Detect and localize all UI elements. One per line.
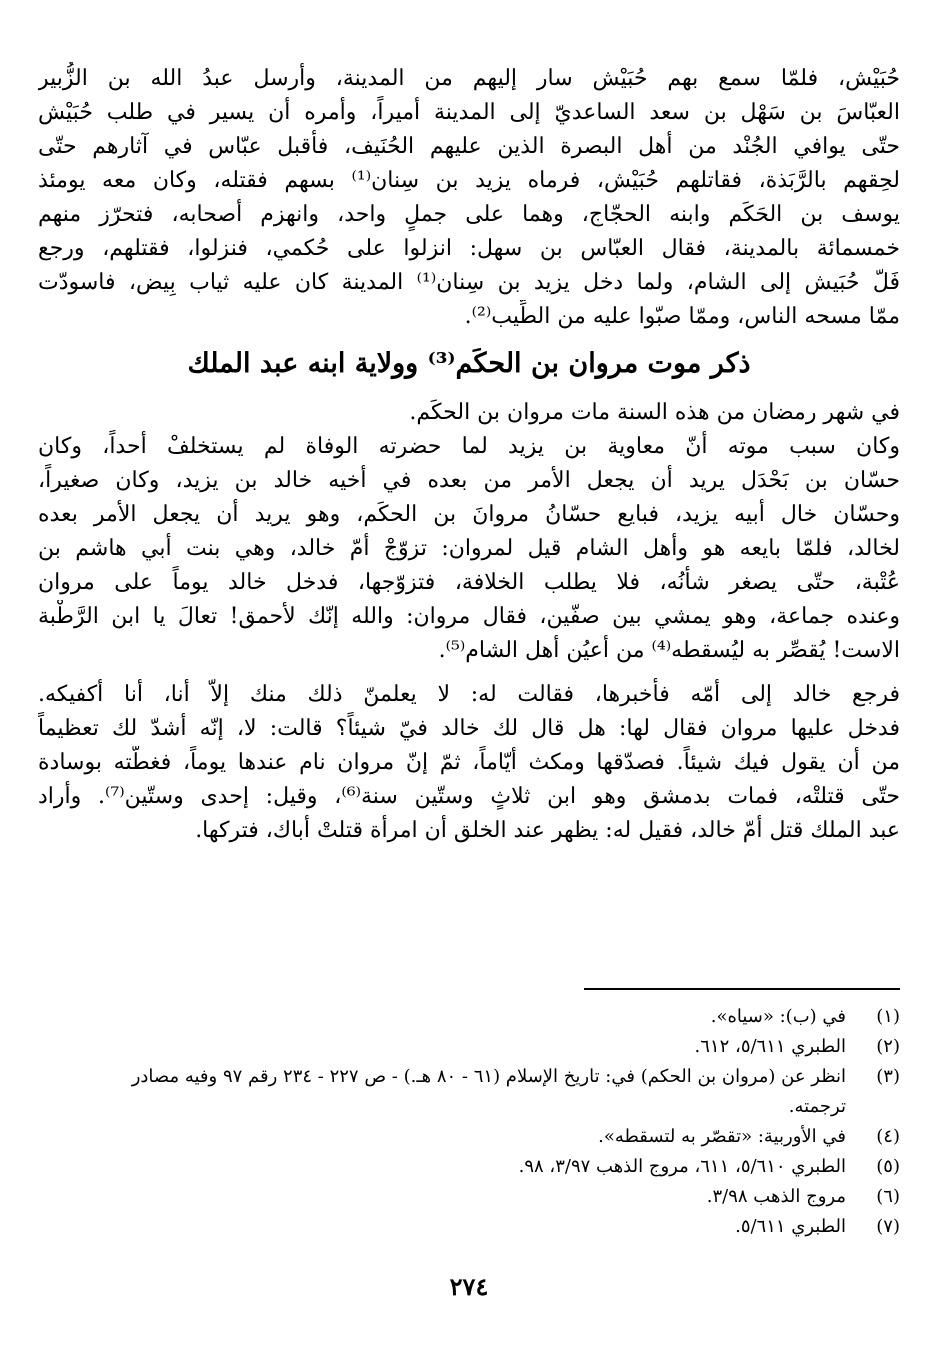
text-line: عبد الملك قتل أمّ خالد، فقيل له: يظهر عند الخلق أن امرأة قتلتْ أباك، فتركها. (195, 818, 900, 843)
text-line: في شهر رمضان من هذه السنة مات مروان بن الحكَم. (409, 400, 900, 425)
footnote-text: الطبري ٥/٦١١. (735, 1216, 846, 1237)
text-line: حتّى يوافي الجُنْد من أهل البصرة الذين عليهم الحُنَيف، فأقبل عبّاس في آثارهم حتّى (38, 134, 900, 159)
footnote-text: في الأوربية: «تقصّر به لتسقطه». (598, 1126, 846, 1147)
text-line: حتّى قتلتْه، فمات بدمشق وهو ابن ثلاثٍ وستّين سنة⁽⁶⁾، وقيل: إحدى وستّين⁽⁷⁾. وأراد (38, 784, 900, 809)
footnote-item (38, 1182, 900, 1212)
text-line: لحِقهم بالرَّبَذة، فقاتلهم حُبَيْش، فرماه يزيد بن سِنان⁽¹⁾ بسهم فقتله، وكان معه يومئذ (38, 168, 900, 193)
footnote-number: (٦) (876, 1186, 900, 1207)
page-body (38, 62, 900, 848)
paragraph-2 (38, 396, 900, 430)
footnote-text: انظر عن (مروان بن الحكم) في: تاريخ الإسلام (٦١ - ٨٠ هـ.) - ص ٢٢٧ - ٢٣٤ رقم ٩٧ وفيه مصادر (131, 1066, 846, 1087)
text-line: وعنده جماعة، وهو يمشي بين صفّين، فقال مروان: والله إنّك لأحمق! تعالَ يا ابن الرَّطْبة (38, 604, 900, 629)
footnote-item (38, 1062, 900, 1092)
page-number: ٢٧٤ (449, 1272, 489, 1301)
footnote-item (38, 1152, 900, 1182)
footnote-separator (584, 988, 900, 990)
footnote-number: (٤) (876, 1126, 900, 1147)
footnote-text: الطبري ٥/٦١١، ٦١٢. (694, 1036, 846, 1057)
footnote-number: (٣) (876, 1066, 900, 1087)
paragraph-4 (38, 678, 900, 848)
text-line: فدخل عليها مروان فقال لها: هل قال لك خالد فيّ شيئاً؟ قالت: لا، إنّه أشدّ لك تعظيماً (38, 716, 900, 741)
footnote-text: في (ب): «سياه». (710, 1006, 846, 1027)
footnote-item (38, 1212, 900, 1242)
footnote-item (38, 1002, 900, 1032)
footnotes (38, 1002, 900, 1242)
text-line: فَلّ حُبَيش إلى الشام، ولما دخل يزيد بن سِنان⁽¹⁾ المدينة كان عليه ثياب بِيض، فاسودّت (38, 270, 900, 295)
text-line: حُبَيْش، فلمّا سمع بهم حُبَيْش سار إليهم من المدينة، وأرسل عبدُ الله بن الزُّبير (38, 66, 900, 91)
footnote-continuation: ترجمته. (788, 1096, 846, 1117)
text-line: من أن يقول فيك شيئاً. فصدّقها ومكث أيّاماً، ثمّ إنّ مروان نام عندها يوماً، فغطّته بوسادة (38, 750, 900, 775)
text-line: خمسمائة بالمدينة، فقال العبّاس بن سهل: انزلوا على حُكمي، فنزلوا، فقتلهم، ورجع (38, 236, 900, 261)
text-line: لخالد، فلمّا بايعه هو وأهل الشام قيل لمروان: تزوّجْ أمّ خالد، وهي بنت أبي هاشم بن (38, 536, 900, 561)
text-line: عُتْبة، حتّى يصغر شأنُه، فلا يطلب الخلافة، فتزوّجها، فدخل خالد يوماً على مروان (38, 570, 900, 595)
text-line: ممّا مسحه الناس، وممّا صبّوا عليه من الطِّيب⁽²⁾. (464, 304, 900, 329)
paragraph-gap (38, 668, 900, 678)
footnote-text: مروج الذهب ٣/٩٨. (706, 1186, 846, 1207)
section-heading: ذكر موت مروان بن الحكَم⁽³⁾ وولاية ابنه عبد الملك (187, 348, 751, 379)
footnote-item (38, 1122, 900, 1152)
text-line: حسّان بن بَحْدَل يريد أن يجعل الأمر من بعده في أخيه خالد بن يزيد، وكان صغيراً، (38, 468, 900, 493)
text-line: يوسف بن الحَكَم وابنه الحجّاج، وهما على جملٍ واحد، وانهزم أصحابه، فتحرّز منهم (38, 202, 900, 227)
footnote-item (38, 1032, 900, 1062)
footnote-text: الطبري ٥/٦١٠، ٦١١، مروج الذهب ٣/٩٧، ٩٨. (518, 1156, 846, 1177)
text-line: فرجع خالد إلى أمّه فأخبرها، فقالت له: لا يعلمنّ ذلك منك إلاّ أنا، أنا أكفيكه. (38, 682, 900, 707)
text-line: الاست! يُقصِّر به ليُسقطه⁽⁴⁾ من أعيُن أهل الشام⁽⁵⁾. (438, 638, 900, 663)
footnote-number: (٢) (876, 1036, 900, 1057)
text-line: وحسّان خال أبيه يزيد، فبايع حسّانُ مروانَ بن الحكَم، وهو يريد أن يجعل الأمر بعده (38, 502, 900, 527)
text-line: العبّاسَ بن سَهْل بن سعد الساعديّ إلى المدينة أميراً، وأمره أن يسير في طلب حُبَيْش (38, 100, 900, 125)
footnote-number: (٧) (876, 1216, 900, 1237)
paragraph-1 (38, 62, 900, 334)
text-line: وكان سبب موته أنّ معاوية بن يزيد لما حضرته الوفاة لم يستخلفْ أحداً، وكان (38, 434, 900, 459)
footnote-number: (١) (876, 1006, 900, 1027)
paragraph-3 (38, 430, 900, 668)
footnote-number: (٥) (876, 1156, 900, 1177)
